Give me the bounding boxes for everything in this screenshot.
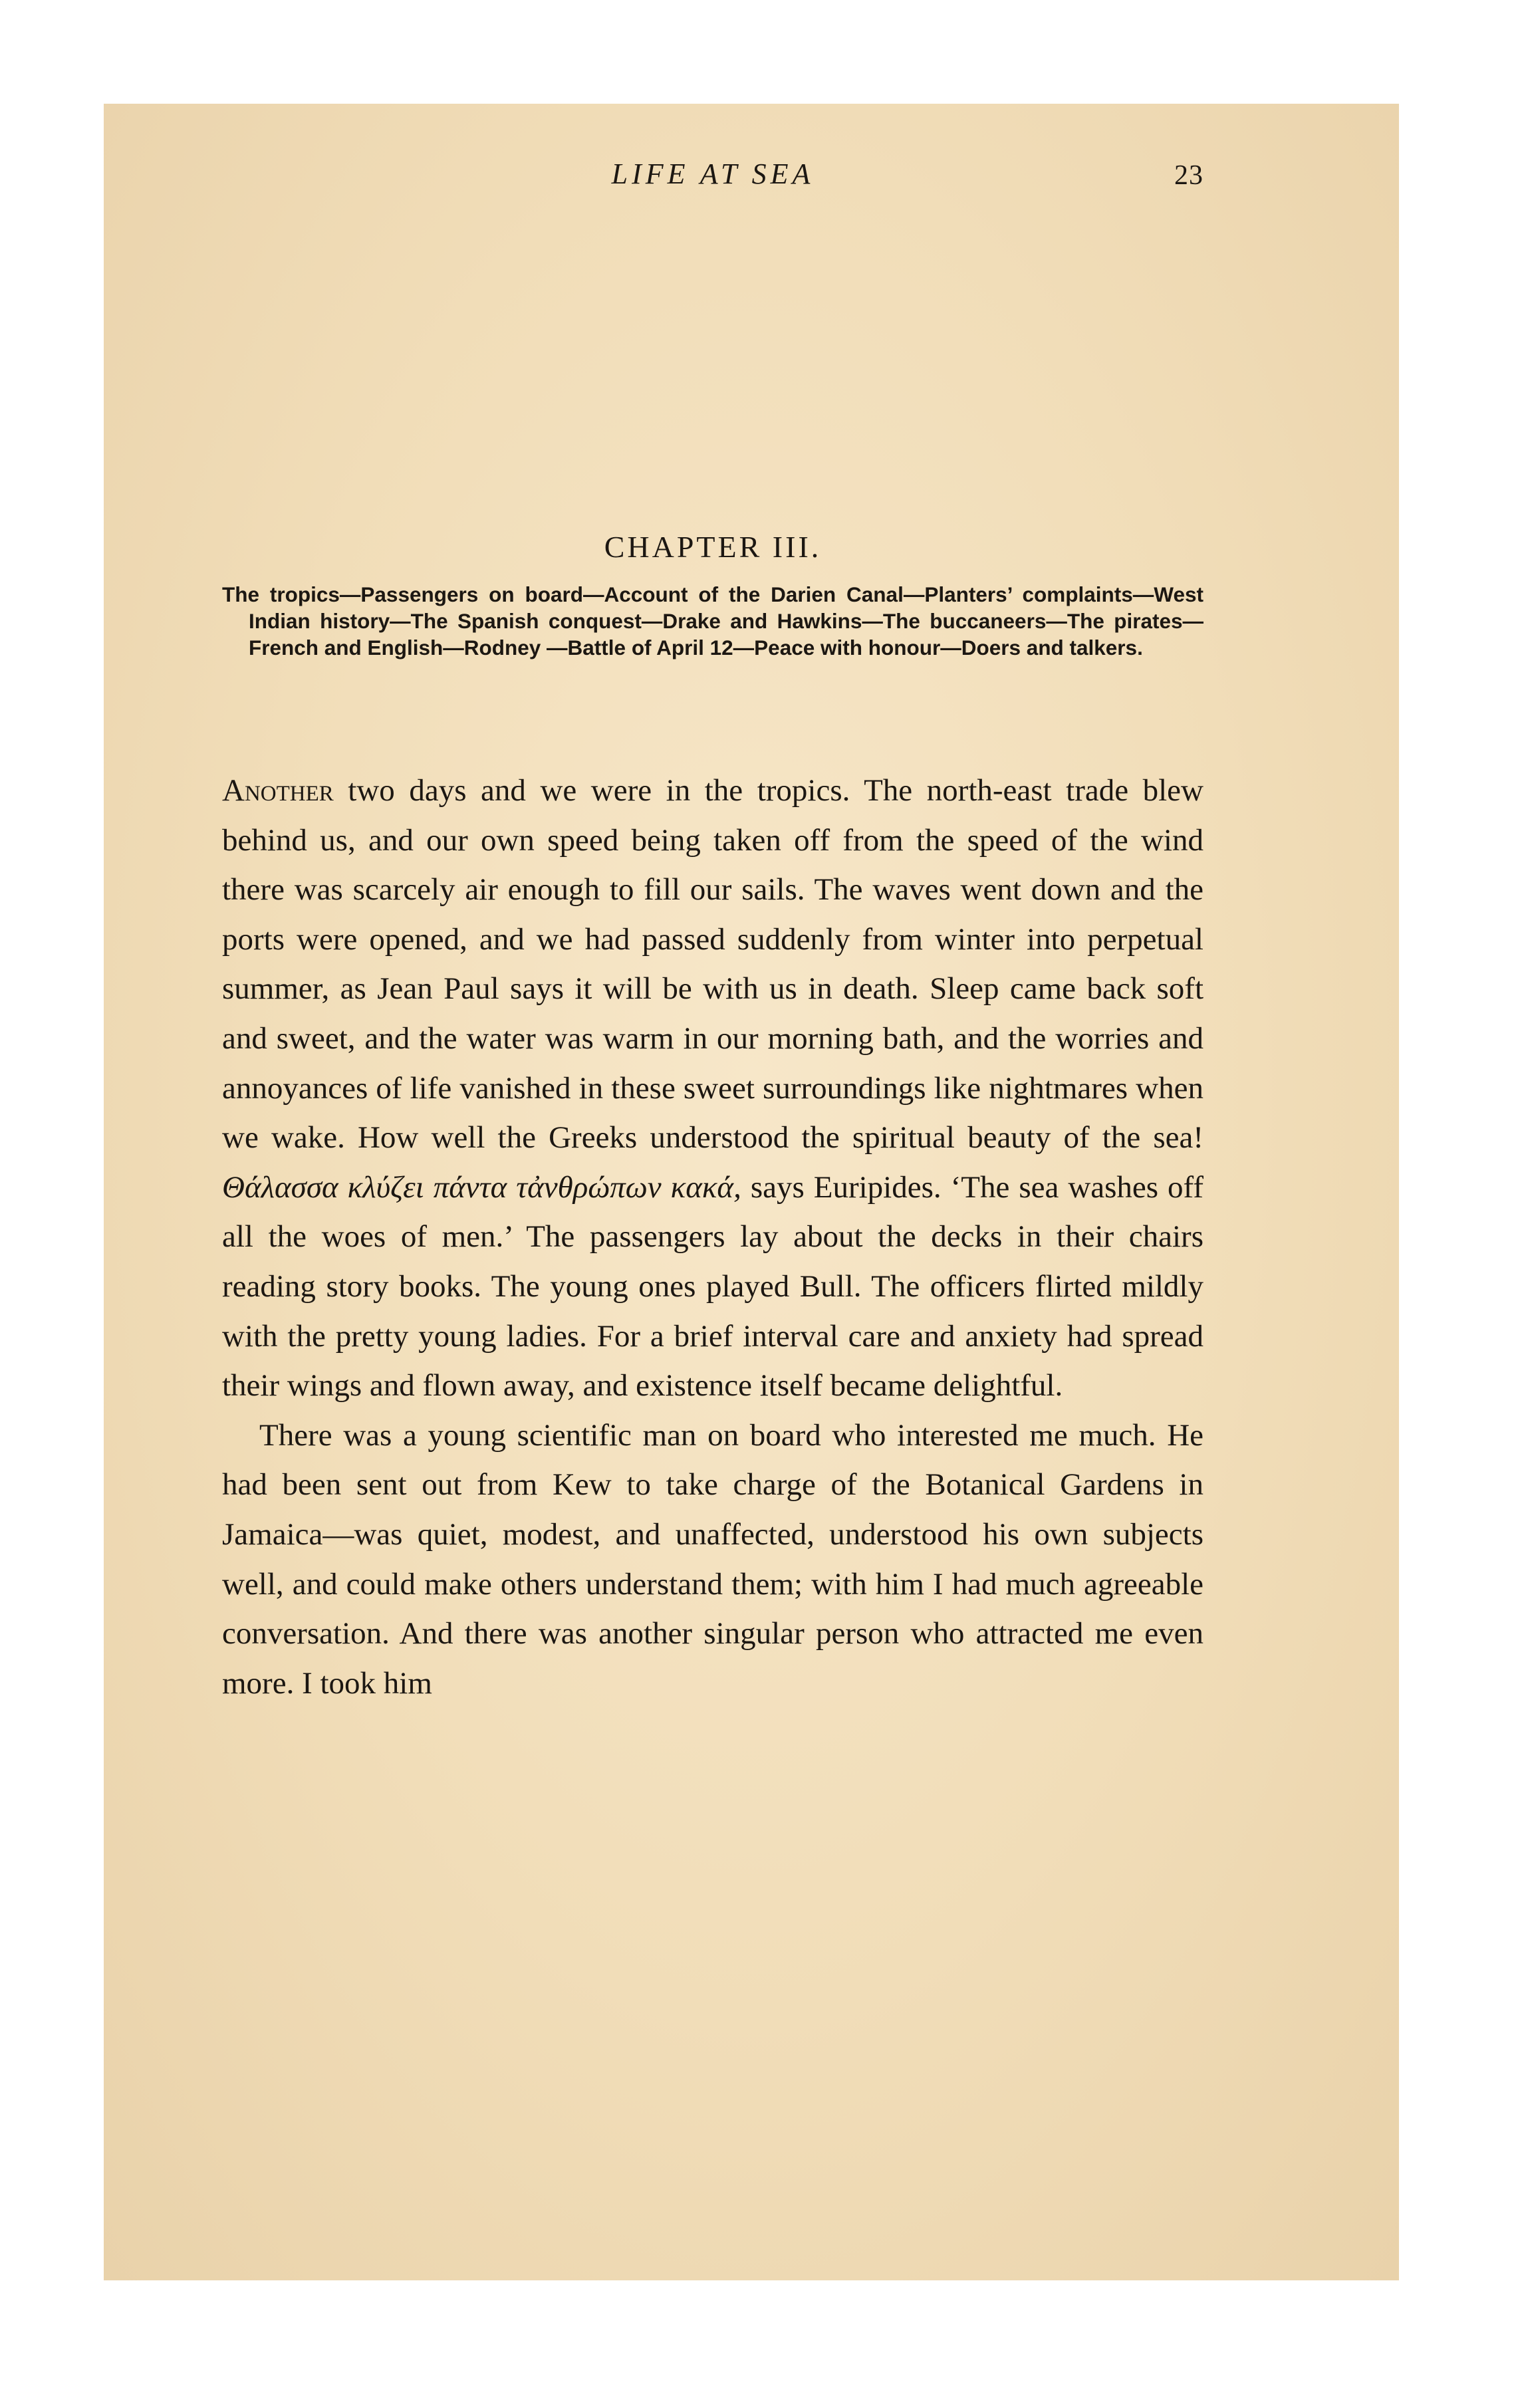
chapter-summary: The tropics—Passengers on board—Account of the Darien Canal—Planters’ complaints—West Indian history—The Spanish conquest—Drake and Hawkins—The buccaneers—The pirates—French and English—Rodney —Battle of April 12—Peace with honour—Doers and talkers. — [222, 582, 1203, 660]
running-title: LIFE AT SEA — [611, 158, 815, 190]
paragraph-1-text-b: says Euripides. ‘The sea washes off all the woes of men.’ The passengers lay about the decks in their chairs reading story books. The young ones played Bull. The officers flirted mildly with the pretty young ladies. For a brief interval care and anxiety had spread their wings and flown away, and existence itself became delightful. — [222, 1169, 1203, 1403]
opening-word: Another — [222, 773, 334, 808]
page-number: 23 — [1174, 160, 1203, 191]
body-text — [222, 766, 1203, 1708]
paragraph-1-text-a: two days and we were in the tropics. The north-east trade blew behind us, and our own speed being taken off from the speed of the wind there was scarcely air enough to fill our sails. The waves went down and the ports were opened, and we had passed suddenly from winter into perpetual summer, as Jean Paul says it will be with us in death. Sleep came back soft and sweet, and the water was warm in our morning bath, and the worries and annoyances of life vanished in these sweet surroundings like nightmares when we wake. How well the Greeks understood the spiritual beauty of the sea! — [222, 773, 1203, 1155]
paragraph-1 — [222, 766, 1203, 1411]
paragraph-2: There was a young scientific man on board who interested me much. He had been sent out from Kew to take charge of the Botanical Gardens in Jamaica—was quiet, modest, and unaffected, understood his own subjects well, and could make others understand them; with him I had much agreeable conversation. And there was another singular person who attracted me even more. I took him — [222, 1417, 1203, 1701]
greek-quotation: Θάλασσα κλύζει πάντα τἀνθρώπων κακά, — [222, 1169, 741, 1205]
chapter-heading: CHAPTER III. — [604, 530, 822, 564]
running-head — [222, 157, 1203, 197]
